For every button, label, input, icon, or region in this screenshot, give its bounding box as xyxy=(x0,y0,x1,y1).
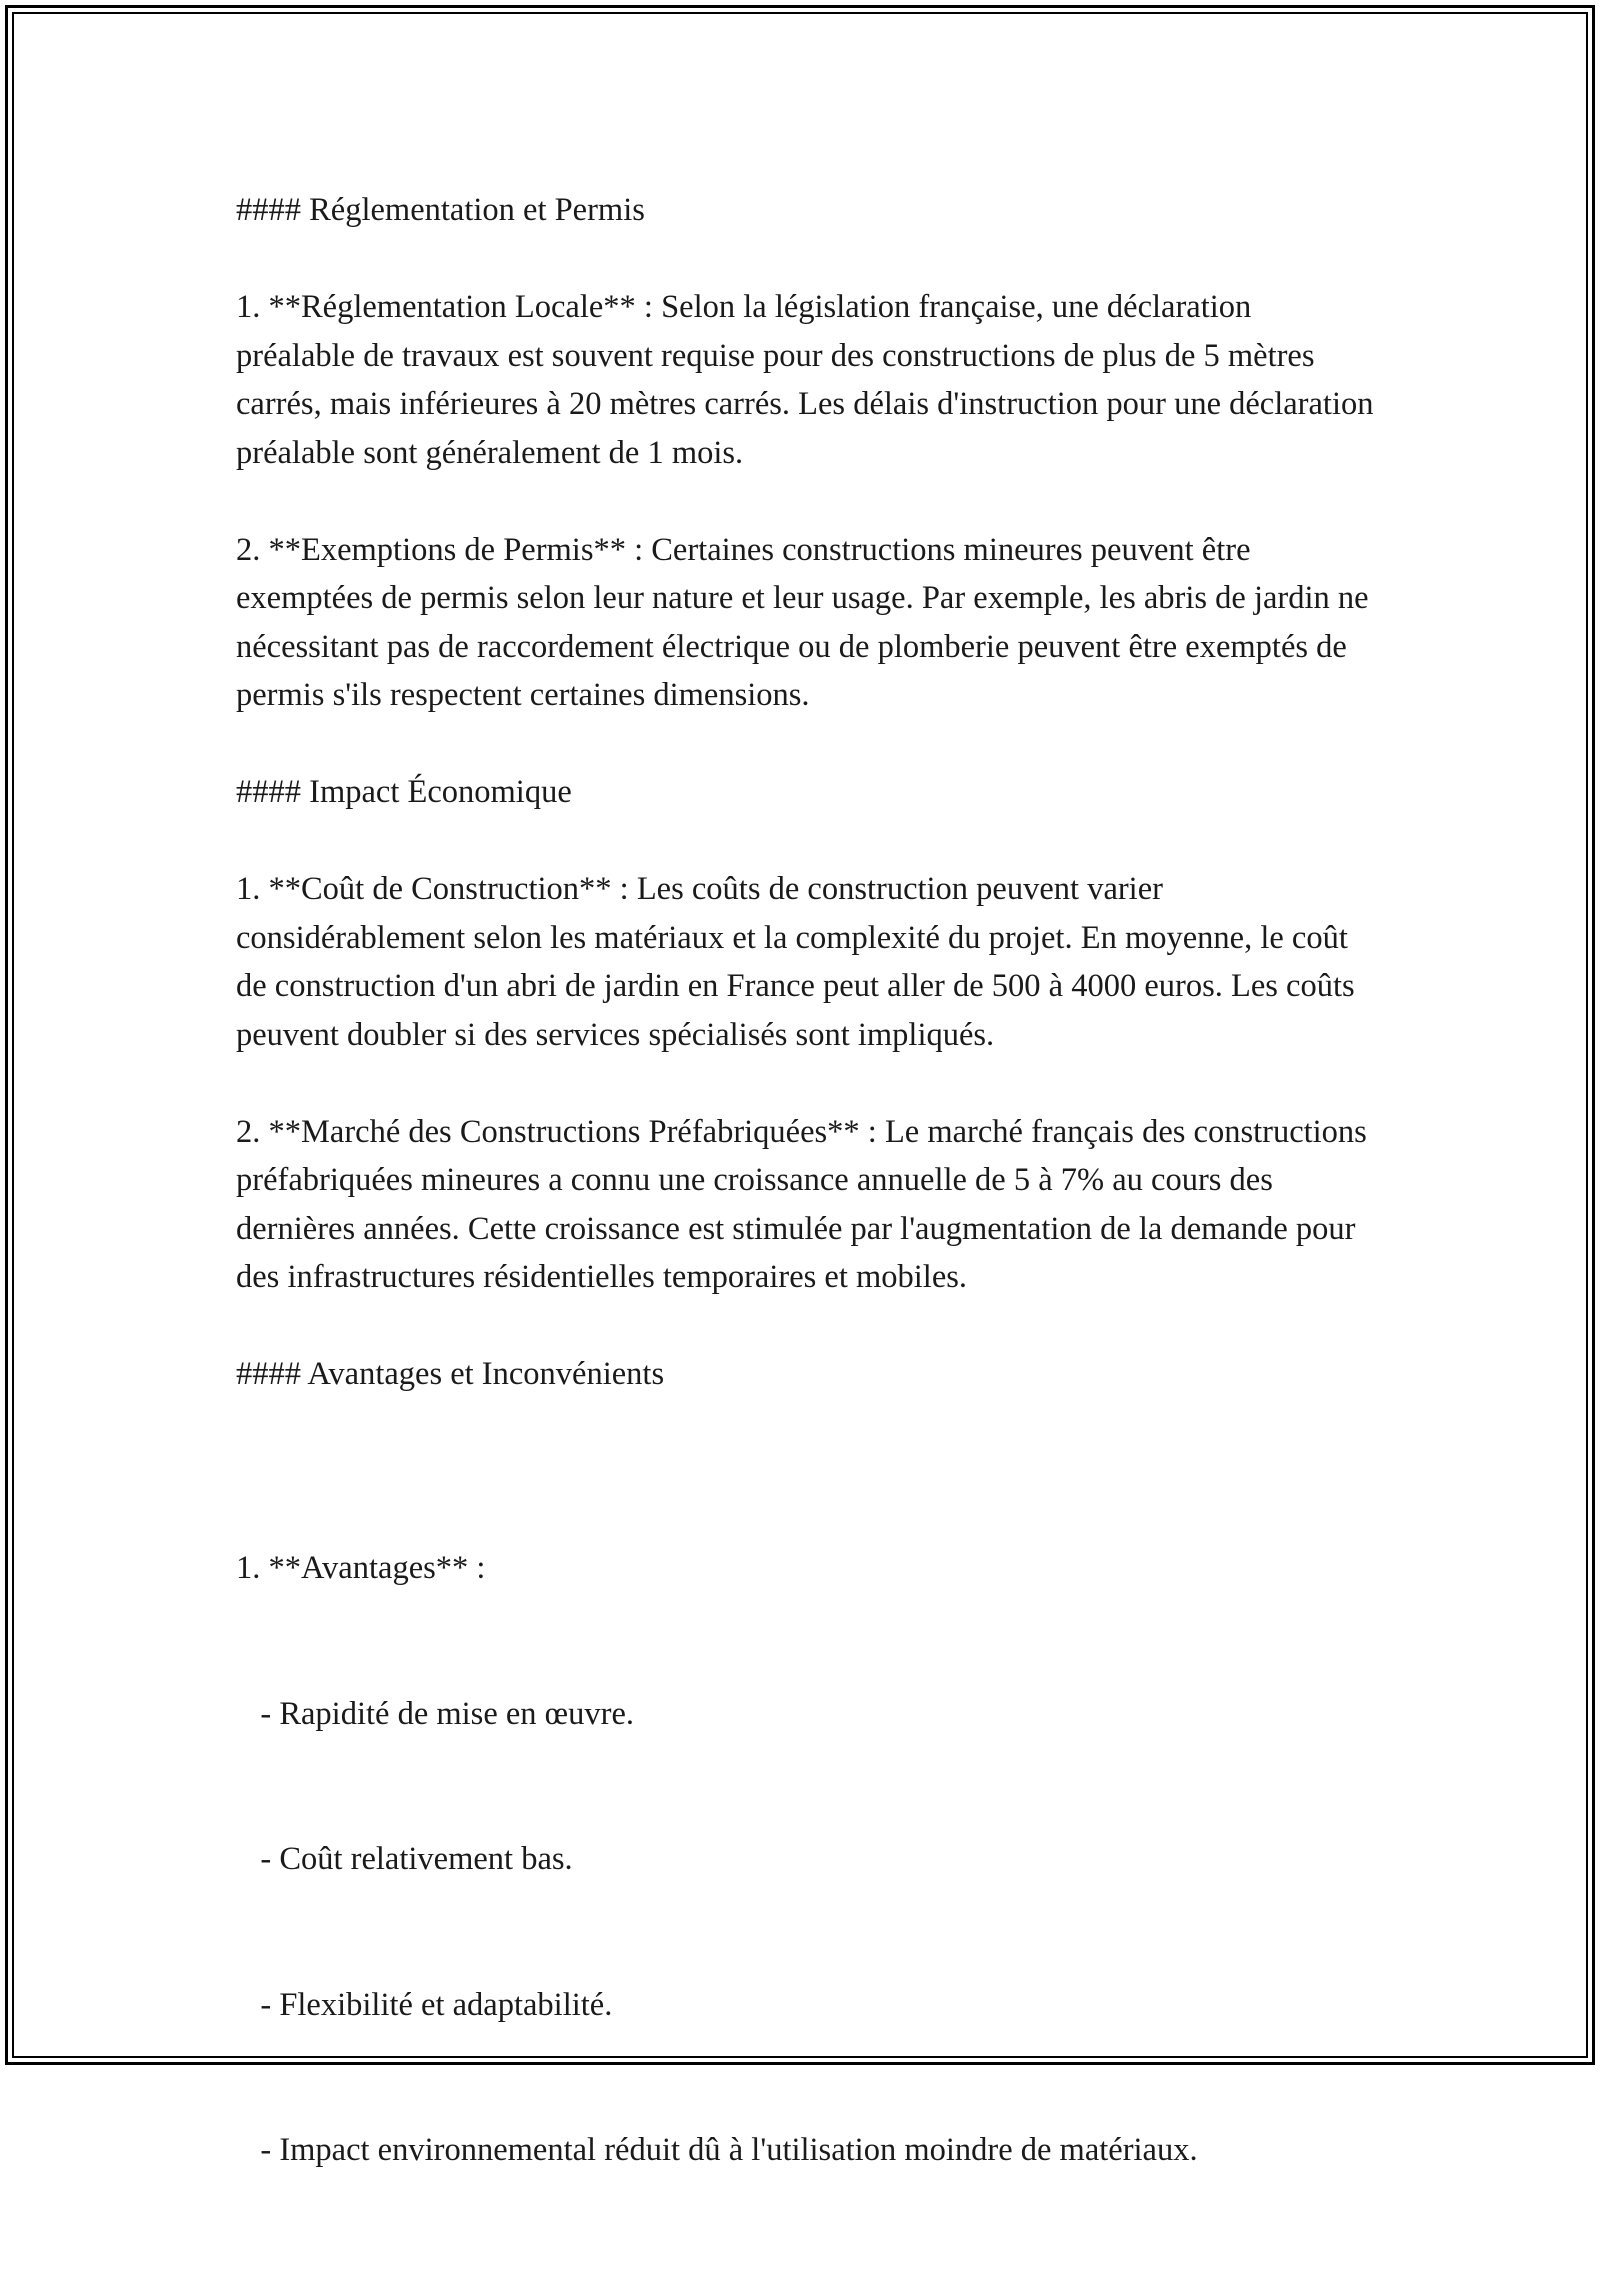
paragraph-exemptions-permis: 2. **Exemptions de Permis** : Certaines constructions mineures peuvent être exemptées de permis selon leur nature et leur usage. Par exemple, les abris de jardin ne nécessitant pas de raccordement électrique ou de plomberie peuvent être exemptés de permis s'ils respectent certaines dimensions. xyxy=(236,531,1377,713)
paragraph-marche-prefabriquees: 2. **Marché des Constructions Préfabriquées** : Le marché français des constructions préfabriquées mineures a connu une croissance annuelle de 5 à 7% au cours des dernières années. Cette croissance est stimulée par l'augmentation de la demande pour des infrastructures résidentielles temporaires et mobiles. xyxy=(236,1113,1375,1295)
list-title-avantages: 1. **Avantages** : xyxy=(236,1550,486,1586)
list-item: - Flexibilité et adaptabilité. xyxy=(236,1986,613,2023)
paragraph-cout-construction: 1. **Coût de Construction** : Les coûts de construction peuvent varier considérablement selon les matériaux et la complexité du projet. En moyenne, le coût de construction d'un abri de jardin en France peut aller de 500 à 4000 euros. Les coûts peuvent doubler si des services spécialisés sont impliqués. xyxy=(236,871,1363,1053)
document-body xyxy=(236,186,1382,2272)
paragraph-reglementation-locale: 1. **Réglementation Locale** : Selon la législation française, une déclaration préalable de travaux est souvent requise pour des constructions de plus de 5 mètres carrés, mais inférieures à 20 mètres carrés. Les délais d'instruction pour une déclaration préalable sont généralement de 1 mois. xyxy=(236,289,1382,471)
list-item: - Rapidité de mise en œuvre. xyxy=(236,1695,635,1732)
section-heading-reglementation: #### Réglementation et Permis xyxy=(236,192,645,228)
list-item: - Impact environnemental réduit dû à l'utilisation moindre de matériaux. xyxy=(236,2132,1198,2168)
section-heading-impact-economique: #### Impact Économique xyxy=(236,774,572,810)
list-avantages xyxy=(236,1447,1376,2272)
section-heading-avantages: #### Avantages et Inconvénients xyxy=(236,1356,665,1392)
list-item: - Coût relativement bas. xyxy=(236,1841,573,1877)
